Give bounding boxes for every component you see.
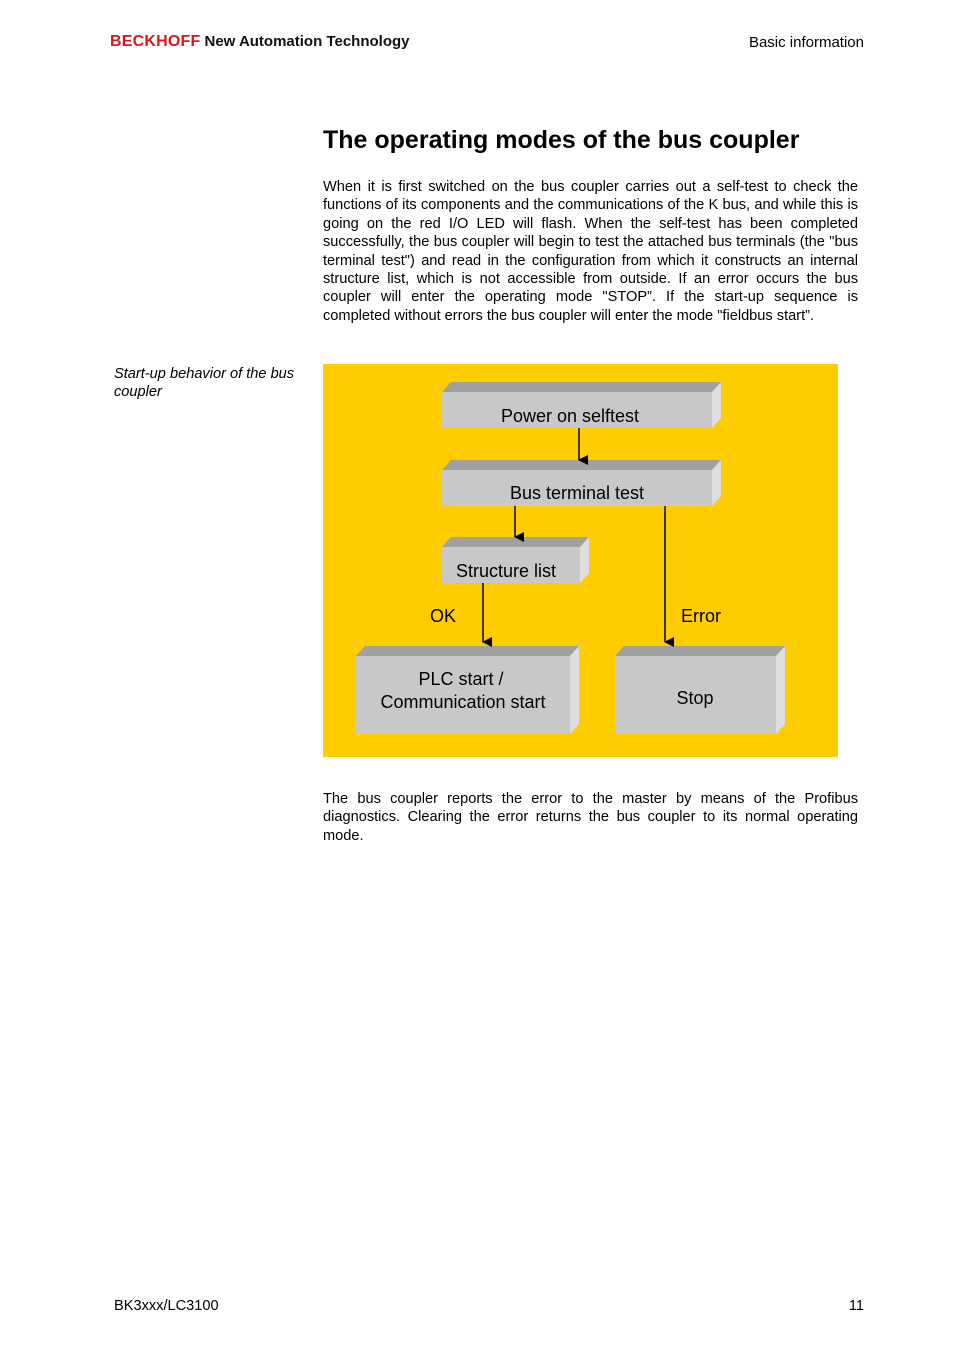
power-on-selftest-label: Power on selftest bbox=[500, 406, 640, 426]
structure-list-box bbox=[442, 537, 589, 583]
power-on-selftest-box bbox=[442, 382, 721, 428]
plc-start-label-line1: PLC start / bbox=[418, 669, 504, 689]
footer-doc-id: BK3xxx/LC3100 bbox=[114, 1298, 219, 1314]
logo-tagline: New Automation Technology bbox=[204, 33, 410, 50]
error-paragraph: The bus coupler reports the error to the master by means of the Profibus diagnostics. Clearing the error returns the bus coupler to its normal operating mode. bbox=[323, 791, 858, 844]
footer-page-number: 11 bbox=[848, 1298, 864, 1314]
side-caption: Start-up behavior of the bus coupler bbox=[114, 366, 295, 401]
startup-flow-diagram bbox=[323, 364, 838, 757]
plc-start-label-line2: Communication start bbox=[380, 692, 546, 712]
section-title: Basic information bbox=[748, 34, 864, 51]
flow-diagram-svg bbox=[323, 364, 838, 757]
structure-list-label: Structure list bbox=[455, 561, 557, 581]
beckhoff-logo bbox=[110, 33, 409, 51]
stop-box bbox=[615, 646, 785, 734]
error-label: Error bbox=[681, 606, 721, 626]
stop-label: Stop bbox=[676, 688, 714, 708]
bus-terminal-test-label: Bus terminal test bbox=[509, 483, 645, 503]
logo-brand: BECKHOFF bbox=[110, 33, 201, 50]
intro-paragraph: When it is first switched on the bus coupler carries out a self-test to check the functions of its components and the communications of the K bus, and while this is going on the red I/O LED will flash. When the self-test has been completed successfully, the bus coupler will begin to test the attached bus terminals (the "bus terminal test") and read in the configuration from which it constructs an internal structure list, which is not accessible from outside. If an error occurs the bus coupler will enter the operating mode "STOP”. If the start-up sequence is completed without errors the bus coupler will enter the mode "fieldbus start”. bbox=[323, 179, 858, 324]
bus-terminal-test-box bbox=[442, 460, 721, 506]
page-title: The operating modes of the bus coupler bbox=[323, 126, 800, 154]
ok-label: OK bbox=[430, 606, 457, 626]
plc-start-box bbox=[356, 646, 579, 734]
